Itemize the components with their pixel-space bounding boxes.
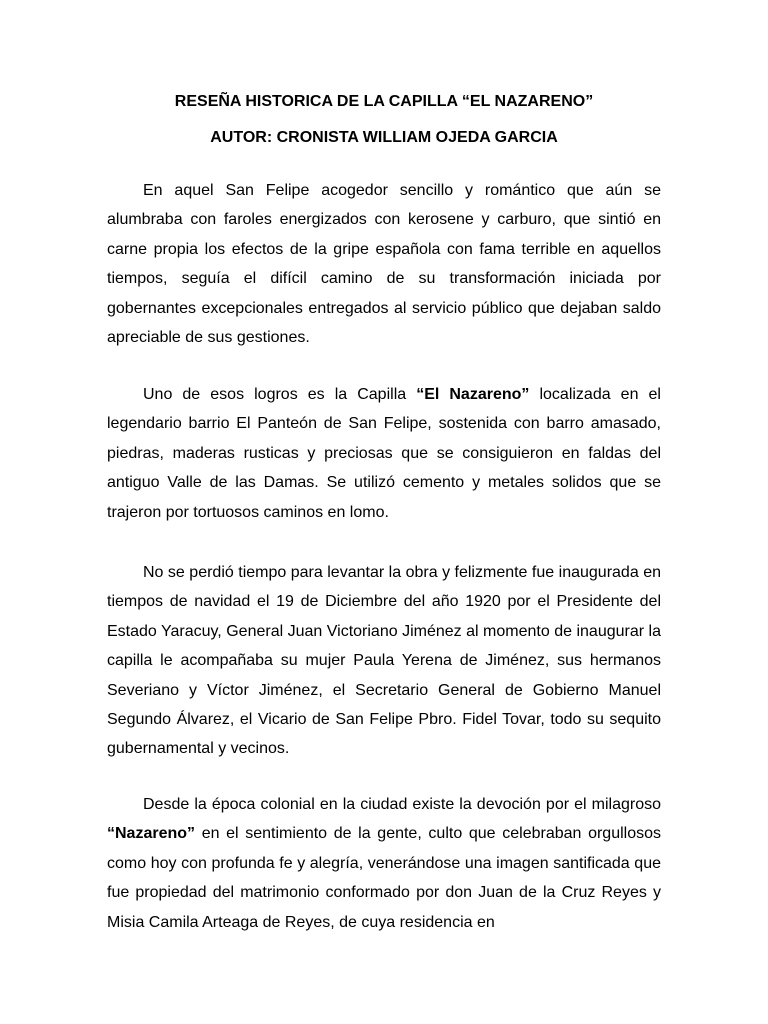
- paragraph-4-text-after: en el sentimiento de la gente, culto que celebraban orgullosos como hoy con profunda fe y alegría, venerándose una imagen santificada que fue propiedad del matrimonio conformado por don Juan de la Cruz Reyes y Misia Camila Arteaga de Reyes, de cuya residencia en: [107, 825, 661, 931]
- paragraph-2: [107, 380, 661, 527]
- paragraph-3: No se perdió tiempo para levantar la obra y felizmente fue inaugurada en tiempos de navidad el 19 de Diciembre del año 1920 por el Presidente del Estado Yaracuy, General Juan Victoriano Jiménez al momento de inaugurar la capilla le acompañaba su mujer Paula Yerena de Jiménez, sus hermanos Severiano y Víctor Jiménez, el Secretario General de Gobierno Manuel Segundo Álvarez, el Vicario de San Felipe Pbro. Fidel Tovar, todo su sequito gubernamental y vecinos.: [107, 564, 661, 758]
- paragraph-4-text-before: Desde la época colonial en la ciudad existe la devoción por el milagroso: [143, 796, 661, 813]
- document-author: AUTOR: CRONISTA WILLIAM OJEDA GARCIA: [210, 129, 558, 146]
- paragraph-4: [107, 790, 661, 937]
- paragraph-1: En aquel San Felipe acogedor sencillo y romántico que aún se alumbraba con faroles energizados con kerosene y carburo, que sintió en carne propia los efectos de la gripe española con fama terrible en aquellos tiempos, seguía el difícil camino de su transformación iniciada por gobernantes excepcionales entregados al servicio público que dejaban saldo apreciable de sus gestiones.: [107, 182, 661, 347]
- paragraph-2-bold-name: “El Nazareno”: [416, 386, 530, 403]
- paragraph-2-text-before: Uno de esos logros es la Capilla: [143, 386, 417, 403]
- paragraph-2-text-after: localizada en el legendario barrio El Panteón de San Felipe, sostenida con barro amasado, piedras, maderas rusticas y preciosas que se consiguieron en faldas del antiguo Valle de las Damas. Se utilizó cemento y metales solidos que se trajeron por tortuosos caminos en lomo.: [107, 386, 661, 521]
- paragraph-4-bold-name: “Nazareno”: [107, 825, 196, 843]
- document-title: RESEÑA HISTORICA DE LA CAPILLA “EL NAZARENO”: [174, 93, 594, 110]
